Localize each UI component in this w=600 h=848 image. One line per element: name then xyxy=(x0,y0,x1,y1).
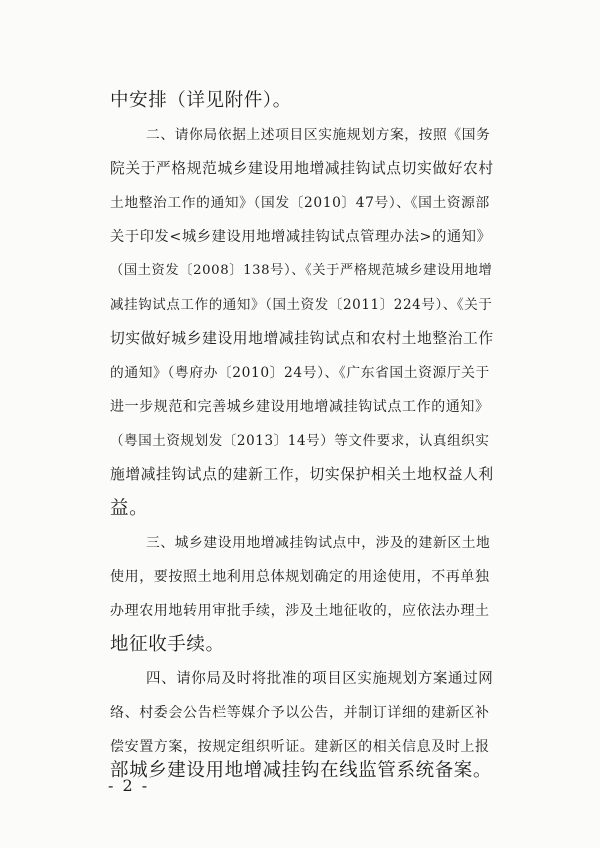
text-line: 部城乡建设用地增减挂钩在线监管系统备案。 xyxy=(110,760,493,781)
text-line: 益。 xyxy=(110,498,149,519)
text-line: 土地整治工作的通知》（国发〔2010〕47号）、《国土资源部 xyxy=(110,195,490,211)
text-line: 切实做好城乡建设用地增减挂钩试点和农村土地整治工作 xyxy=(110,330,494,347)
text-line: 四、请你局及时将批准的项目区实施规划方案通过网 xyxy=(146,671,494,687)
text-line: （国土资发〔2008〕138号）、《关于严格规范城乡建设用地增 xyxy=(110,263,493,278)
text-line: 中安排（详见附件）。 xyxy=(110,90,292,111)
text-line: 进一步规范和完善城乡建设用地增减挂钩试点工作的通知》 xyxy=(110,399,490,415)
text-line: 的通知》（粤府办〔2010〕24号）、《广东省国土资源厅关于 xyxy=(110,365,490,381)
text-line: （粤国土资规划发〔2013〕14号）等文件要求，认真组织实 xyxy=(110,433,490,449)
text-line: 地征收手续。 xyxy=(110,634,225,655)
text-line: 关于印发<城乡建设用地增减挂钩试点管理办法>的通知》 xyxy=(110,229,492,245)
text-line: 偿安置方案，按规定组织听证。建新区的相关信息及时上报 xyxy=(110,739,490,755)
text-line: 院关于严格规范城乡建设用地增减挂钩试点切实做好农村 xyxy=(110,160,494,177)
text-line: 办理农用地转用审批手续，涉及土地征收的，应依法办理土 xyxy=(110,603,490,619)
text-line: 三、城乡建设用地增减挂钩试点中，涉及的建新区土地 xyxy=(146,535,491,551)
text-line: 使用，要按照土地利用总体规划确定的用途使用，不再单独 xyxy=(110,569,490,585)
text-line: 络、村委会公告栏等媒介予以公告，并制订详细的建新区补 xyxy=(110,705,490,721)
text-line: 减挂钩试点工作的通知》（国土资发〔2011〕224号）、《关于 xyxy=(110,297,493,313)
page-number: - 2 - xyxy=(108,776,150,795)
text-line: 二、请你局依据上述项目区实施规划方案，按照《国务 xyxy=(146,127,491,143)
text-line: 施增减挂钩试点的建新工作，切实保护相关土地权益人利 xyxy=(110,466,494,483)
